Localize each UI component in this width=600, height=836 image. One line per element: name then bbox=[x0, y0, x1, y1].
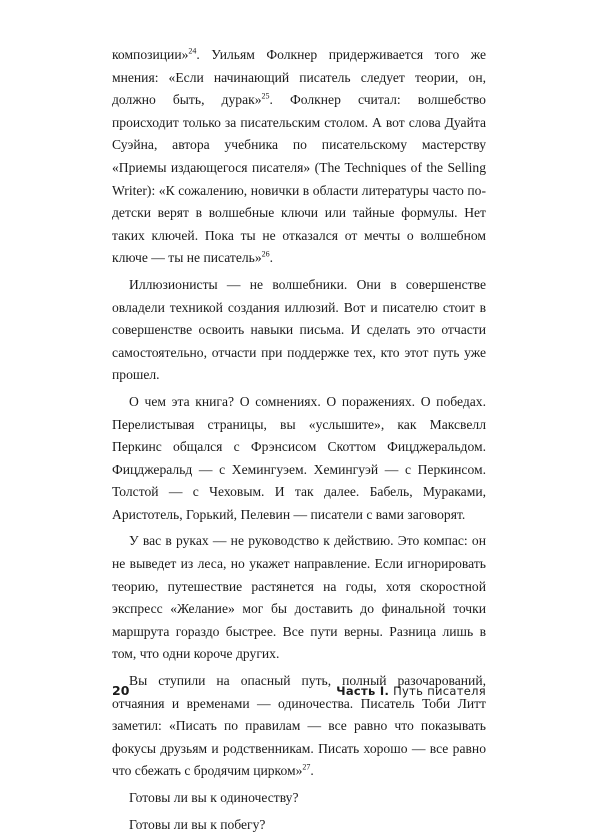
paragraph bbox=[112, 787, 486, 810]
paragraph-text: Иллюзионисты — не волшебники. Они в совершенстве овладели техникой создания иллюзий. Вот и писателю стоит в совершенстве освоить навыки письма. И сделать это отчасти самостоятельно, отчасти при поддержке тех, кто этот путь уже прошел. bbox=[112, 276, 486, 383]
paragraph-text: . bbox=[269, 250, 274, 266]
paragraph bbox=[112, 814, 486, 836]
paragraph-text: Готовы ли вы к побегу? bbox=[129, 816, 266, 832]
paragraph-text: . bbox=[310, 763, 314, 779]
paragraph-text: композиции» bbox=[112, 47, 189, 62]
footnote-ref: 25 bbox=[261, 91, 270, 101]
running-head bbox=[336, 684, 486, 698]
footnote-ref: 24 bbox=[188, 46, 197, 56]
page-body bbox=[112, 44, 486, 836]
paragraph bbox=[112, 530, 486, 666]
paragraph bbox=[112, 44, 486, 270]
paragraph-text: Вы ступили на опасный путь, полный разочарований, отчаяния и временами — одиночества. Писатель Тоби Литт заметил: «Писать по правилам — все равно что показывать фокусы друзьям и родственникам. Писать хорошо — все равно что сбежать с бродячим цирком» bbox=[112, 673, 486, 779]
paragraph-text: О чем эта книга? О сомнениях. О поражениях. О победах. Перелистывая страницы, вы «услышите», как Максвелл Перкинс общался с Фрэнсисом Скоттом Фицджеральдом. Фицджеральд — с Хемингуэем. Хемингуэй — с Перкинсом. Толстой — с Чеховым. И так далее. Бабель, Мураками, Аристотель, Горький, Пелевин — писатели с вами заговорят. bbox=[112, 393, 486, 522]
paragraph-text: У вас в руках — не руководство к действию. Это компас: он не выведет из леса, но укажет направление. Если игнорировать теорию, путешествие растянется на годы, хотя скоростной экспресс «Желание» мог бы доставить до финальной точки маршрута гораздо быстрее. Все пути верны. Разница лишь в том, что одни короче других. bbox=[112, 533, 486, 662]
paragraph-text: Готовы ли вы к одиночеству? bbox=[129, 790, 299, 805]
part-title: Путь писателя bbox=[393, 684, 486, 698]
paragraph-text: . Уильям Фолкнер придерживается того же мнения: «Если начинающий писатель следует теории, он, должно быть, дурак» bbox=[112, 47, 486, 108]
page-footer bbox=[112, 683, 486, 703]
footnote-ref: 27 bbox=[302, 762, 311, 772]
footnote-ref: 26 bbox=[261, 249, 270, 259]
paragraph-text: . Фолкнер считал: волшебство происходит только за писательским столом. А вот слова Дуайта Суэйна, автора учебника по писательскому мастерству «Приемы издающегося писателя» (The Techniques of the Selling Writer): «К сожалению, новички в области литературы часто по-детски верят в волшебные ключи или тайные формулы. Нет таких ключей. Пока ты не отказался от мечты о волшебном ключе — ты не писатель» bbox=[112, 92, 486, 266]
part-label: Часть I. bbox=[336, 684, 390, 698]
paragraph bbox=[112, 274, 486, 387]
paragraph bbox=[112, 391, 486, 527]
page-number: 20 bbox=[112, 683, 130, 698]
